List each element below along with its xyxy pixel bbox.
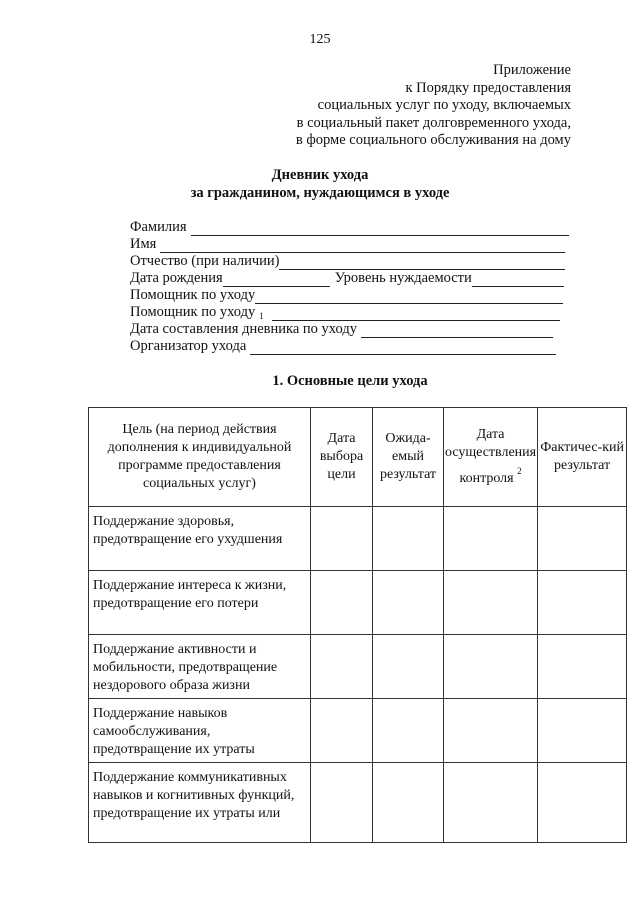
organizer-field (130, 337, 556, 355)
patronymic-blank[interactable] (279, 256, 565, 270)
expected-result-header: Ожида-емый результат (373, 408, 444, 507)
expected-result-cell[interactable] (373, 763, 444, 843)
control-date-cell[interactable] (444, 571, 538, 635)
compiled-date-blank[interactable] (361, 324, 553, 338)
need-level-label: Уровень нуждаемости (334, 270, 472, 286)
expected-result-cell[interactable] (373, 571, 444, 635)
appendix-line: Приложение (493, 62, 571, 78)
actual-result-cell[interactable] (538, 635, 627, 699)
table-row (89, 699, 627, 763)
assistant-2-field (130, 303, 560, 321)
goal-cell: Поддержание коммуникативных навыков и когнитивных функций, предотвращение их утраты или (89, 763, 311, 843)
section-title: 1. Основные цели ухода (272, 373, 428, 389)
name-blank[interactable] (160, 239, 565, 253)
expected-result-cell[interactable] (373, 507, 444, 571)
birth-date-label: Дата рождения (130, 270, 223, 286)
control-date-cell[interactable] (444, 763, 538, 843)
page-number: 125 (309, 32, 331, 47)
selection-date-cell[interactable] (311, 571, 373, 635)
footnote-marker: 1 (259, 311, 264, 321)
selection-date-cell[interactable] (311, 635, 373, 699)
title-line-1: Дневник ухода (271, 167, 369, 183)
name-label: Имя (130, 236, 157, 252)
appendix-line: в форме социального обслуживания на дому (295, 132, 571, 148)
actual-result-header: Фактичес-кий результат (538, 408, 627, 507)
assistant-2-blank[interactable] (272, 307, 560, 321)
actual-result-cell[interactable] (538, 571, 627, 635)
name-field (130, 235, 565, 253)
surname-blank[interactable] (191, 222, 569, 236)
organizer-blank[interactable] (250, 341, 556, 355)
selection-date-cell[interactable] (311, 763, 373, 843)
table-row (89, 507, 627, 571)
document-title (0, 166, 640, 202)
table-row (89, 763, 627, 843)
selection-date-cell[interactable] (311, 699, 373, 763)
appendix-line: социальных услуг по уходу, включаемых (317, 97, 571, 113)
compiled-date-label: Дата составления дневника по уходу (130, 321, 357, 337)
surname-label: Фамилия (130, 219, 187, 235)
patronymic-label: Отчество (при наличии) (130, 253, 280, 269)
goal-cell: Поддержание навыков самообслуживания, предотвращение их утраты (89, 699, 311, 763)
assistant-1-blank[interactable] (255, 290, 563, 304)
assistant-2-label: Помощник по уходу (130, 304, 256, 320)
control-date-cell[interactable] (444, 507, 538, 571)
expected-result-cell[interactable] (373, 635, 444, 699)
organizer-label: Организатор ухода (130, 338, 247, 354)
birth-date-field (130, 269, 564, 287)
goal-cell: Поддержание здоровья, предотвращение его ухудшения (89, 507, 311, 571)
birth-date-blank[interactable] (223, 273, 330, 287)
assistant-1-field (130, 286, 563, 304)
goal-header: Цель (на период действия дополнения к индивидуальной программе предоставления социальных услуг) (89, 408, 311, 507)
footnote-marker: 2 (517, 466, 522, 476)
control-date-cell[interactable] (444, 635, 538, 699)
assistant-1-label: Помощник по уходу (130, 287, 256, 303)
patronymic-field (130, 252, 565, 270)
control-date-cell[interactable] (444, 699, 538, 763)
selection-date-cell[interactable] (311, 507, 373, 571)
surname-field (130, 218, 569, 236)
actual-result-cell[interactable] (538, 699, 627, 763)
goal-cell: Поддержание интереса к жизни, предотвращение его потери (89, 571, 311, 635)
appendix-line: к Порядку предоставления (405, 79, 571, 96)
appendix-line: в социальный пакет долговременного ухода, (296, 114, 571, 131)
table-row (89, 571, 627, 635)
title-line-2: за гражданином, нуждающимся в уходе (190, 185, 450, 201)
expected-result-cell[interactable] (373, 699, 444, 763)
control-date-header (444, 408, 538, 507)
selection-date-header: Дата выбора цели (311, 408, 373, 507)
table-header-row (89, 408, 627, 507)
actual-result-cell[interactable] (538, 763, 627, 843)
need-level-blank[interactable] (472, 273, 564, 287)
goals-table (88, 407, 627, 843)
appendix-header (296, 62, 571, 150)
control-date-text: Дата осуществления контроля (445, 427, 537, 486)
table-row (89, 635, 627, 699)
compiled-date-field (130, 320, 553, 338)
goal-cell: Поддержание активности и мобильности, предотвращение нездорового образа жизни (89, 635, 311, 699)
actual-result-cell[interactable] (538, 507, 627, 571)
